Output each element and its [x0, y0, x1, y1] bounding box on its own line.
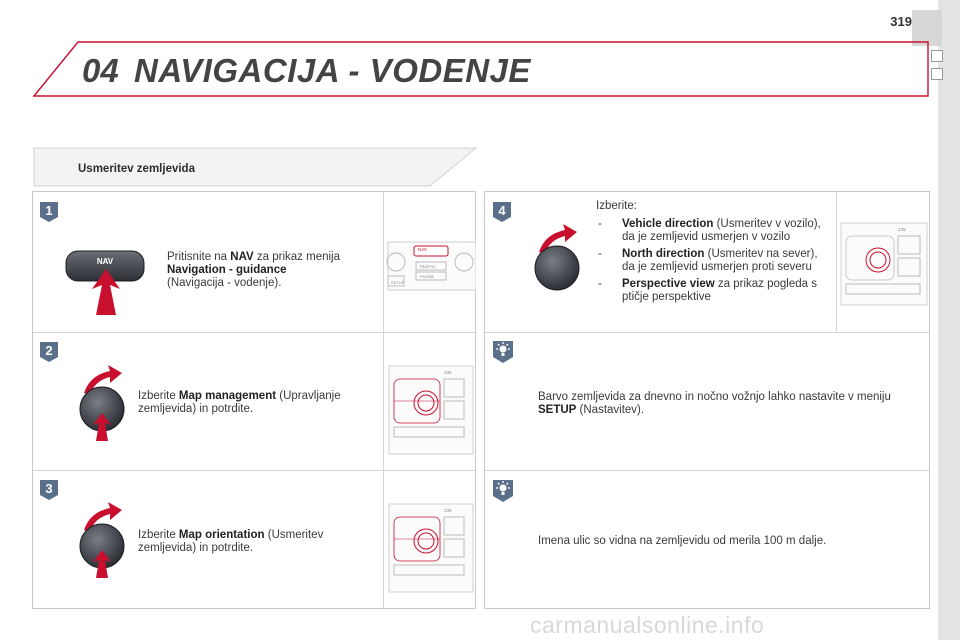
step-4-number: 4: [498, 203, 506, 218]
knob-panel-thumbnail: [840, 222, 928, 306]
tip-1-text: Barvo zemljevida za dnevno in nočno vožnjo lahko nastavite v meniju SETUP (Nastavitev).: [538, 391, 891, 416]
knob-panel-thumbnail: [388, 503, 474, 593]
chapter-number: 04: [82, 52, 119, 89]
step-3-text: Izberite Map orientation (Usmeritev zemljevida) in potrdite.: [138, 529, 324, 554]
tip-2-text: Imena ulic so vidna na zemljevidu od merila 100 m dalje.: [538, 535, 827, 547]
tip-lightbulb-icon: [491, 478, 515, 504]
chapter-title: NAVIGACIJA - VODENJE: [134, 52, 531, 89]
console-setup-label: SETUP: [391, 280, 405, 285]
knob-panel-thumbnail: [388, 365, 474, 455]
option-north-direction: - North direction (Usmeritev na sever), da je zemljevid usmerjen proti severu: [598, 248, 818, 273]
step-4-intro: Izberite:: [596, 200, 637, 212]
step-3-number: 3: [45, 481, 53, 496]
step-1-number: 1: [45, 203, 53, 218]
watermark: carmanualsonline.info: [530, 612, 765, 638]
option-perspective-view: - Perspective view za prikaz pogleda s ptičje perspektive: [598, 278, 817, 303]
option-vehicle-direction: - Vehicle direction (Usmeritev v vozilo), da je zemljevid usmerjen v vozilo: [598, 218, 821, 243]
step-4-text: [596, 200, 830, 308]
step-2-number: 2: [45, 343, 53, 358]
rotary-knob-turn-icon: [525, 222, 595, 302]
step-1-text: Pritisnite na NAV za prikaz menija Navigation - guidance (Navigacija - vodenje).: [167, 251, 341, 289]
knob-panel-label: 235: [444, 370, 452, 375]
knob-panel-label: 235: [444, 508, 452, 513]
section-title: Usmeritev zemljevida: [78, 163, 195, 175]
page-number: 319: [890, 14, 912, 29]
nav-button-press-icon: [62, 245, 152, 317]
nav-button-label: NAV: [96, 257, 114, 266]
knob-panel-label: 235: [898, 227, 906, 232]
console-phone-label: PHONE: [420, 274, 435, 279]
rotary-knob-turn-press-icon: [70, 363, 140, 443]
tip-lightbulb-icon: [491, 339, 515, 365]
console-traffic-label: TRAFFIC: [419, 264, 436, 269]
console-nav-label: NAV: [418, 247, 427, 252]
rotary-knob-turn-press-icon: [70, 500, 140, 580]
step-2-text: Izberite Map management (Upravljanje zemljevida) in potrdite.: [138, 390, 341, 415]
